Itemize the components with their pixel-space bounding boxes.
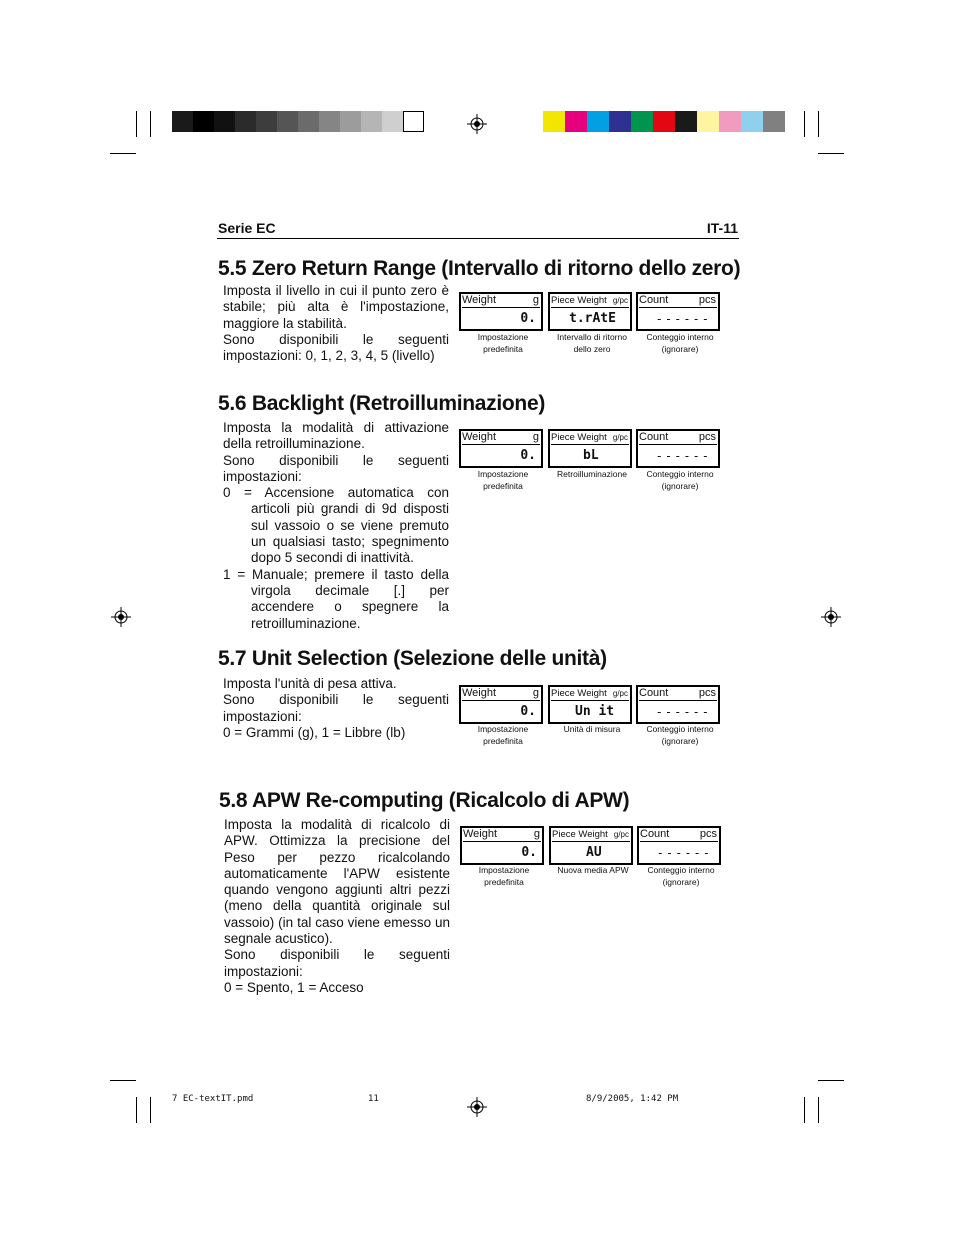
crop-mark [110, 153, 136, 154]
display-label: Piece Weight [551, 432, 607, 443]
section-title: 5.7 Unit Selection (Selezione delle unità) [218, 647, 607, 670]
count-display [636, 292, 720, 331]
gray-swatch [235, 111, 256, 132]
piece-weight-display [549, 826, 633, 865]
lcd-area [462, 444, 540, 465]
color-swatch [741, 111, 763, 132]
paragraph: Imposta la modalità di attivazione della retroilluminazione. [223, 420, 449, 452]
lcd-area [640, 841, 718, 862]
count-display [637, 826, 721, 865]
section-body [223, 283, 449, 364]
display-unit: pcs [698, 687, 716, 699]
registration-mark-icon [467, 1097, 487, 1117]
lcd-area [639, 700, 717, 721]
weight-display [460, 826, 544, 865]
color-swatch [763, 111, 785, 132]
registration-mark-icon [111, 607, 131, 627]
lcd-value: t.rAtE [569, 311, 616, 326]
display-unit: g/pc [613, 830, 629, 839]
display-label: Count [639, 687, 669, 699]
section-title: 5.6 Backlight (Retroilluminazione) [218, 392, 546, 415]
display-unit: g/pc [612, 689, 628, 698]
crop-mark [818, 153, 844, 154]
gray-swatch [319, 111, 340, 132]
display-caption: Unità di misura [563, 724, 621, 734]
lcd-area [463, 841, 541, 862]
crop-mark [818, 111, 819, 137]
crop-mark [110, 1080, 136, 1081]
lcd-value: bL [583, 448, 599, 463]
gray-swatch [193, 111, 214, 132]
display-caption: Impostazione predefinita [477, 332, 529, 354]
color-swatch [609, 111, 631, 132]
lcd-value: AU [586, 845, 602, 860]
list-item: 1 = Manuale; premere il tasto della virgola decimale [.] per accendere o spegnere la retroilluminazione. [223, 566, 449, 631]
lcd-value: 0. [520, 704, 536, 719]
gray-swatch [172, 111, 193, 132]
footer-date: 8/9/2005, 1:42 PM [586, 1094, 679, 1104]
count-display [636, 685, 720, 724]
color-swatch [543, 111, 565, 132]
display-unit: g [533, 828, 540, 840]
lcd-value: 0. [520, 311, 536, 326]
weight-display [459, 292, 543, 331]
crop-mark [136, 1097, 137, 1123]
display-label: Count [640, 828, 670, 840]
section-body [223, 420, 449, 632]
paragraph: 0 = Grammi (g), 1 = Libbre (lb) [223, 724, 406, 740]
crop-mark [804, 111, 805, 137]
lcd-area [552, 841, 630, 862]
paragraph: Sono disponibili le seguenti impostazioni: [223, 692, 449, 724]
display-unit: pcs [698, 294, 716, 306]
piece-weight-display [548, 292, 632, 331]
gray-swatch [214, 111, 235, 132]
display-unit: g [532, 687, 539, 699]
display-label: Weight [462, 687, 497, 699]
lcd-area [639, 307, 717, 328]
weight-display [459, 429, 543, 468]
registration-mark-icon [467, 114, 487, 134]
lcd-value: ------ [655, 449, 711, 463]
color-swatch [653, 111, 675, 132]
display-label: Piece Weight [551, 295, 607, 306]
piece-weight-display [548, 429, 632, 468]
gray-swatch [403, 111, 424, 132]
lcd-value: 0. [520, 448, 536, 463]
gray-swatch [256, 111, 277, 132]
paragraph: Sono disponibili le seguenti impostazioni: [223, 452, 449, 484]
display-caption: Conteggio interno (ignorare) [646, 724, 714, 746]
color-swatch [697, 111, 719, 132]
display-caption: Impostazione predefinita [478, 865, 530, 887]
paragraph: 0 = Spento, 1 = Acceso [224, 979, 364, 995]
paragraph: Sono disponibili le seguenti impostazioni: 0, 1, 2, 3, 4, 5 (livello) [223, 331, 449, 364]
lcd-value: Un it [575, 704, 615, 719]
gray-swatch [340, 111, 361, 132]
display-label: Weight [462, 431, 497, 443]
header-rule [217, 238, 739, 239]
running-header-left: Serie EC [218, 220, 276, 236]
display-label: Count [639, 294, 669, 306]
list-item: 0 = Accensione automatica con articoli più grandi di 9d disposti sul vassoio o se viene premuto un qualsiasi tasto; spegnimento dopo 5 secondi di inattività. [223, 485, 449, 566]
display-caption: Conteggio interno (ignorare) [647, 865, 715, 887]
display-label: Weight [463, 828, 498, 840]
paragraph: Imposta l'unità di pesa attiva. [223, 676, 397, 691]
display-unit: g/pc [612, 296, 628, 305]
crop-mark [818, 1080, 844, 1081]
footer-page: 11 [368, 1094, 379, 1104]
color-swatch [719, 111, 741, 132]
color-swatch [587, 111, 609, 132]
lcd-area [462, 700, 540, 721]
count-display [636, 429, 720, 468]
crop-mark [150, 1097, 151, 1123]
display-unit: g/pc [612, 433, 628, 442]
display-label: Piece Weight [552, 829, 608, 840]
display-unit: g [532, 431, 539, 443]
paragraph: Sono disponibili le seguenti impostazioni: [224, 947, 450, 979]
lcd-area [551, 700, 629, 721]
paragraph: Imposta la modalità di ricalcolo di APW. Ottimizza la precisione del Peso per pezzo ricalcolando automaticamente l'APW esistente quando vengono aggiunti altri pezzi (meno della quantità originale sul vassoio) (in tal caso viene emesso un segnale acustico). [224, 817, 450, 947]
display-unit: pcs [698, 431, 716, 443]
gray-swatch [382, 111, 403, 132]
section-body [223, 676, 449, 741]
lcd-value: ------ [655, 312, 711, 326]
gray-swatch [361, 111, 382, 132]
footer-filename: 7 EC-textIT.pmd [172, 1094, 254, 1104]
crop-mark [150, 111, 151, 137]
crop-mark [818, 1097, 819, 1123]
display-label: Count [639, 431, 669, 443]
gray-swatch [277, 111, 298, 132]
display-caption: Impostazione predefinita [477, 469, 529, 491]
piece-weight-display [548, 685, 632, 724]
weight-display [459, 685, 543, 724]
lcd-area [462, 307, 540, 328]
paragraph: Imposta il livello in cui il punto zero è stabile; più alta è l'impostazione, maggiore la stabilità. [223, 283, 449, 331]
display-caption: Retroilluminazione [557, 469, 627, 479]
display-unit: pcs [699, 828, 717, 840]
gray-swatch [298, 111, 319, 132]
running-header-page: IT-11 [706, 220, 738, 236]
lcd-value: 0. [521, 845, 537, 860]
display-label: Piece Weight [551, 688, 607, 699]
section-body [224, 817, 450, 996]
display-caption: Nuova media APW [557, 865, 629, 875]
display-caption: Intervallo di ritorno dello zero [557, 332, 627, 354]
display-unit: g [532, 294, 539, 306]
color-swatch [675, 111, 697, 132]
color-swatch [565, 111, 587, 132]
crop-mark [136, 111, 137, 137]
color-swatch [631, 111, 653, 132]
display-caption: Conteggio interno (ignorare) [646, 469, 714, 491]
lcd-value: ------ [655, 705, 711, 719]
lcd-area [551, 307, 629, 328]
lcd-area [639, 444, 717, 465]
display-caption: Impostazione predefinita [477, 724, 529, 746]
display-label: Weight [462, 294, 497, 306]
crop-mark [804, 1097, 805, 1123]
lcd-area [551, 444, 629, 465]
lcd-value: ------ [656, 846, 712, 860]
display-caption: Conteggio interno (ignorare) [646, 332, 714, 354]
section-title: 5.8 APW Re-computing (Ricalcolo di APW) [219, 789, 630, 812]
section-title: 5.5 Zero Return Range (Intervallo di ritorno dello zero) [218, 257, 741, 280]
registration-mark-icon [821, 607, 841, 627]
